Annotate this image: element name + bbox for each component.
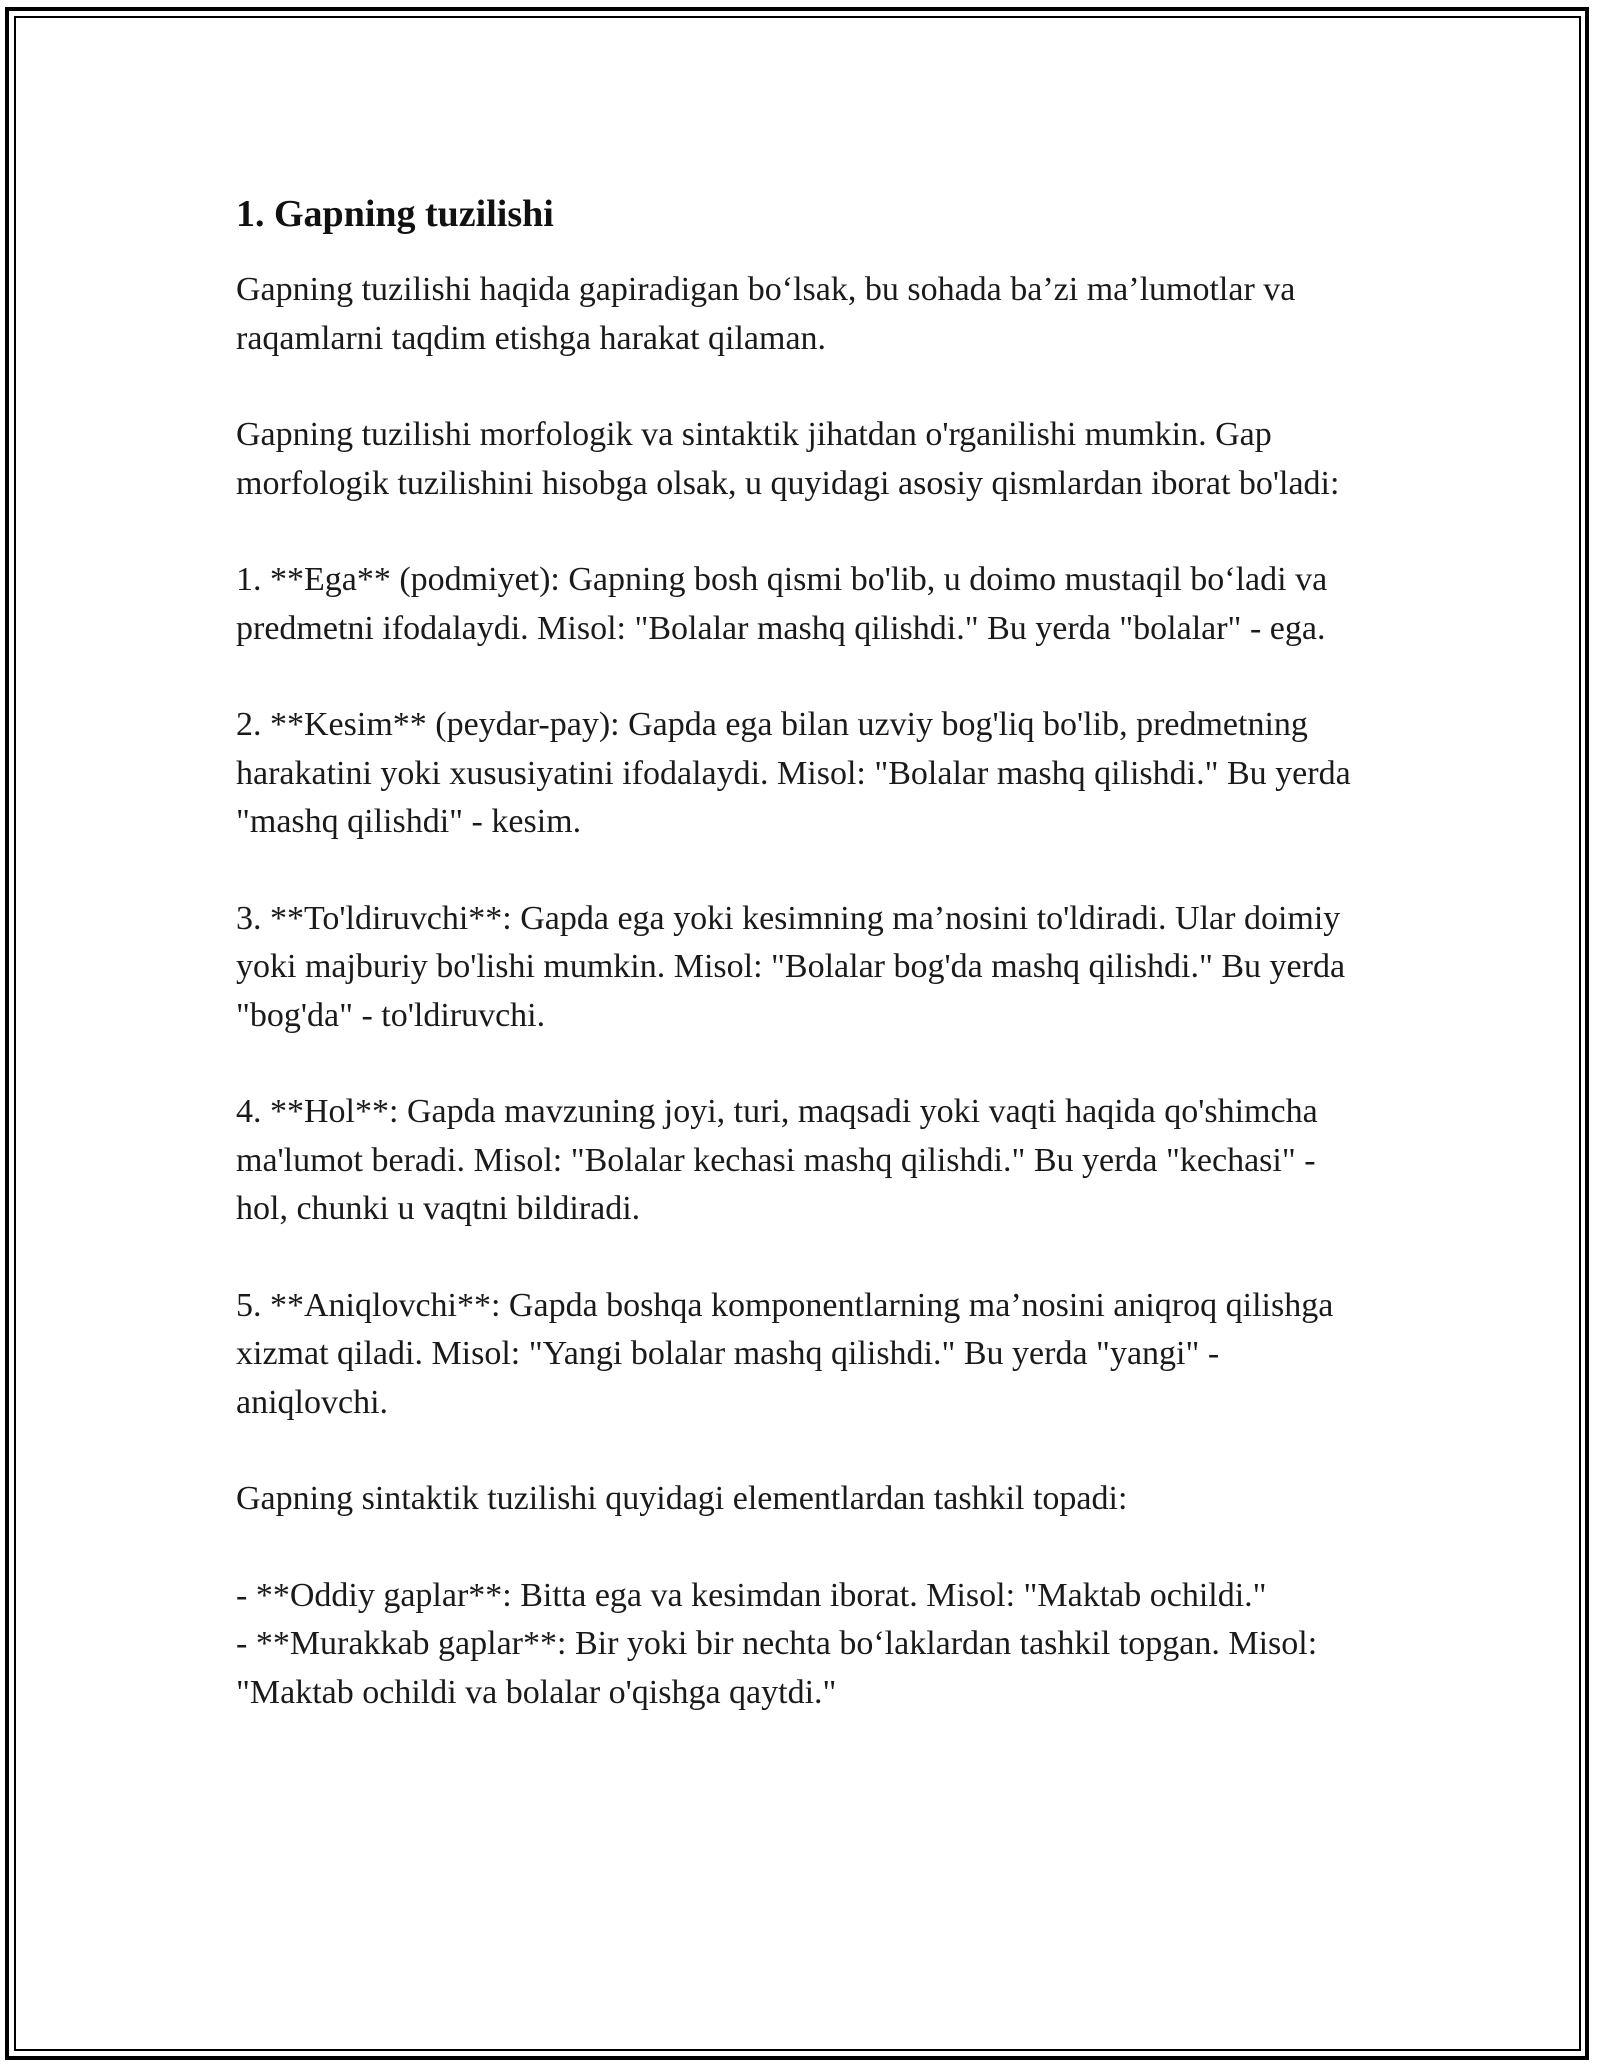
intro-paragraph: Gapning tuzilishi haqida gapiradigan bo‘lsak, bu sohada ba’zi ma’lumotlar va raqamlarni taqdim etishga harakat qilaman. <box>236 271 1296 357</box>
item-ega-paragraph: 1. **Ega** (podmiyet): Gapning bosh qismi bo'lib, u doimo mustaqil bo‘ladi va predmetni ifodalaydi. Misol: "Bolalar mashq qilishdi." Bu yerda "bolalar" - ega. <box>236 561 1328 647</box>
item-aniqlovchi-paragraph: 5. **Aniqlovchi**: Gapda boshqa komponentlarning ma’nosini aniqroq qilishga xizmat qiladi. Misol: "Yangi bolalar mashq qilishdi." Bu yerda "yangi" - aniqlovchi. <box>236 1286 1334 1421</box>
morphology-paragraph: Gapning tuzilishi morfologik va sintaktik jihatdan o'rganilishi mumkin. Gap morfologik tuzilishini hisobga olsak, u quyidagi asosiy qismlardan iborat bo'ladi: <box>236 416 1340 502</box>
list-line-murakkab: - **Murakkab gaplar**: Bir yoki bir nechta bo‘laklardan tashkil topgan. Misol: "Maktab ochildi va bolalar o'qishga qaytdi." <box>236 1625 1318 1711</box>
item-hol-paragraph: 4. **Hol**: Gapda mavzuning joyi, turi, maqsadi yoki vaqti haqida qo'shimcha ma'lumot beradi. Misol: "Bolalar kechasi mashq qilishdi." Bu yerda "kechasi" - hol, chunki u vaqtni bildiradi. <box>236 1093 1318 1227</box>
document-body <box>236 186 1366 1717</box>
section-heading: 1. Gapning tuzilishi <box>236 193 554 235</box>
list-line-oddiy: - **Oddiy gaplar**: Bitta ega va kesimdan iborat. Misol: "Maktab ochildi." <box>236 1576 1267 1614</box>
item-toldiruvchi-paragraph: 3. **To'ldiruvchi**: Gapda ega yoki kesimning ma’nosini to'ldiradi. Ular doimiy yoki majburiy bo'lishi mumkin. Misol: "Bolalar bog'da mashq qilishdi." Bu yerda "bog'da" - to'ldiruvchi. <box>236 899 1346 1034</box>
item-kesim-paragraph: 2. **Kesim** (peydar-pay): Gapda ega bilan uzviy bog'liq bo'lib, predmetning harakatini yoki xususiyatini ifodalaydi. Misol: "Bolalar mashq qilishdi." Bu yerda "mashq qilishdi" - kesim. <box>236 706 1351 840</box>
syntax-paragraph: Gapning sintaktik tuzilishi quyidagi elementlardan tashkil topadi: <box>236 1480 1128 1517</box>
